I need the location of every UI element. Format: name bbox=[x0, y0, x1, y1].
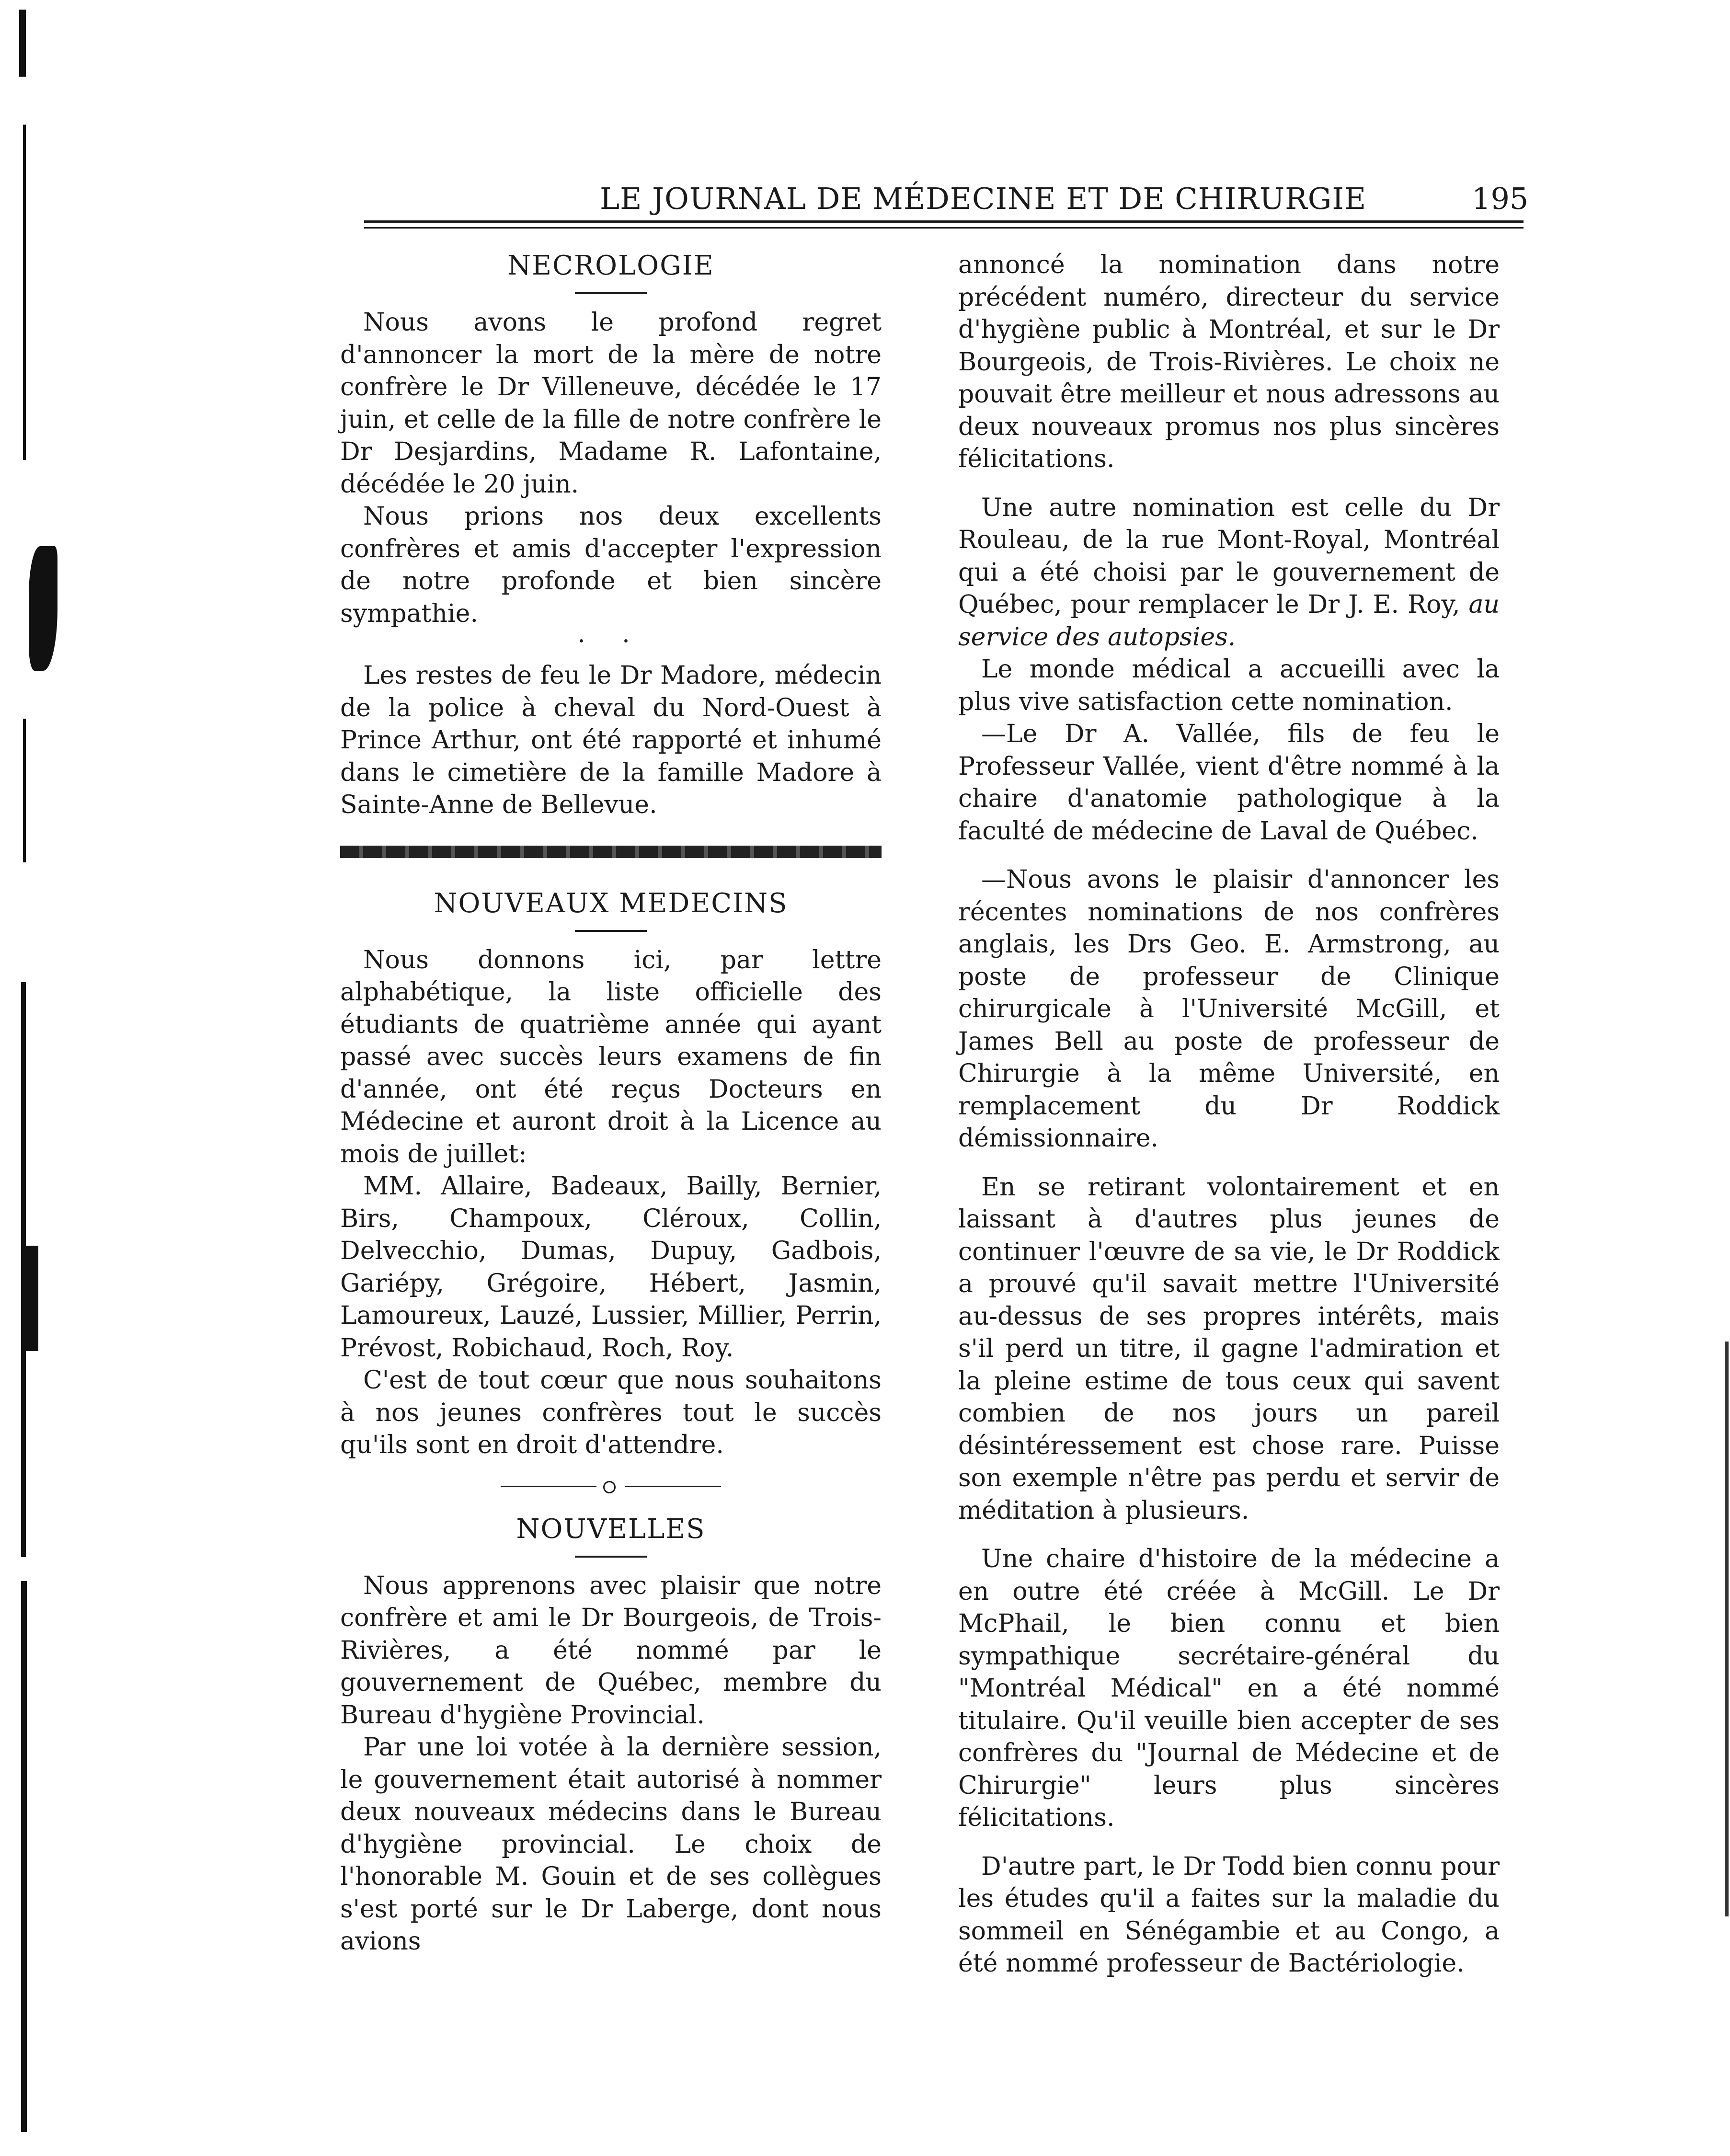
page-number: 195 bbox=[1472, 181, 1529, 216]
paragraph: Les restes de feu le Dr Madore, médecin de la police à cheval du Nord-Ouest à Prince Arthur, ont été rapporté et inhumé dans le cimetière de la famille Madore à Sainte-Anne de Bellevue. bbox=[340, 661, 882, 819]
heading-rule bbox=[575, 292, 647, 294]
paragraph: En se retirant volontairement et en laissant à d'autres plus jeunes de continuer l'œuvre de sa vie, le Dr Roddick a prouvé qu'il savait mettre l'Université au-dessus de ses propres intérêts, mais s'il perd un titre, il gagne l'admiration et la pleine estime de tous ceux qui savent combien de nos jours un pareil désintéressement est chose rare. Puisse son exemple n'être pas perdu et servir de méditation à plusieurs. bbox=[958, 1172, 1500, 1525]
separator-dots: · · bbox=[577, 627, 644, 656]
heading-rule bbox=[575, 930, 647, 932]
italic-text: au service des autopsies. bbox=[958, 590, 1500, 652]
section-divider bbox=[340, 846, 882, 858]
scan-edge-mark bbox=[19, 10, 26, 77]
paragraph: Une chaire d'histoire de la médecine a en outre été créée à McGill. Le Dr McPhail, le bien connu et bien sympathique secrétaire-général du "Montréal Médical" en a été nommé titulaire. Qu'il veuille bien accepter de ses confrères du "Journal de Médecine et de Chirurgie" leurs plus sincères félicitations. bbox=[958, 1545, 1500, 1832]
paragraph: Nous prions nos deux excellents confrères et amis d'accepter l'expression de notre profonde et bien sincère sympathie. bbox=[340, 502, 882, 628]
section-heading-nouvelles: NOUVELLES bbox=[516, 1513, 706, 1545]
scan-edge-mark bbox=[21, 1581, 27, 2132]
paragraph: Le monde médical a accueilli avec la plus vive satisfaction cette nomination. bbox=[958, 655, 1500, 716]
scan-edge-mark bbox=[24, 1246, 38, 1351]
paragraph: Nous donnons ici, par lettre alphabétique, la liste officielle des étudiants de quatrième année qui ayant passé avec succès leurs examens de fin d'année, ont été reçus Docteurs en Médecine et auront droit à la Licence au mois de juillet: bbox=[340, 945, 882, 1169]
header-rule-bottom bbox=[364, 227, 1524, 229]
paragraph: D'autre part, le Dr Todd bien connu pour les études qu'il a faites sur la maladie du sommeil en Sénégambie et au Congo, a été nommé professeur de Bactériologie. bbox=[958, 1852, 1500, 1978]
section-heading-nouveaux-medecins: NOUVEAUX MEDECINS bbox=[434, 887, 788, 919]
paragraph: —Le Dr A. Vallée, fils de feu le Professeur Vallée, vient d'être nommé à la chaire d'anatomie pathologique à la faculté de médecine de Laval de Québec. bbox=[958, 720, 1500, 846]
heading-rule bbox=[575, 1556, 647, 1558]
running-header-title: LE JOURNAL DE MÉDECINE ET DE CHIRURGIE bbox=[600, 181, 1367, 216]
section-heading-necrologie: NECROLOGIE bbox=[507, 250, 714, 281]
paragraph bbox=[958, 492, 1500, 654]
left-column bbox=[340, 249, 882, 1958]
paragraph: C'est de tout cœur que nous souhaitons à nos jeunes confrères tout le succès qu'ils sont en droit d'attendre. bbox=[340, 1366, 882, 1459]
scan-edge-mark bbox=[23, 125, 26, 460]
paragraph: —Nous avons le plaisir d'annoncer les récentes nominations de nos confrères anglais, les Drs Geo. E. Armstrong, au poste de professeur de Clinique chirurgicale à l'Université McGill, et James Bell au poste de professeur de Chirurgie à la même Université, en remplacement du Dr Roddick démissionnaire. bbox=[958, 865, 1500, 1153]
graduate-list: MM. Allaire, Badeaux, Bailly, Bernier, Birs, Champoux, Cléroux, Collin, Delvecchio, Dumas, Dupuy, Gadbois, Gariépy, Grégoire, Hébert, Jasmin, Lamoureux, Lauzé, Lussier, Millier, Perrin, Prévost, Robichaud, Roch, Roy. bbox=[340, 1172, 882, 1363]
paragraph: Nous avons le profond regret d'annoncer la mort de la mère de notre confrère le Dr Villeneuve, décédée le 17 juin, et celle de la fille de notre confrère le Dr Desjardins, Madame R. Lafontaine, décédée le 20 juin. bbox=[340, 308, 882, 499]
scan-edge-mark bbox=[1725, 1342, 1729, 1916]
paragraph: Par une loi votée à la dernière session, le gouvernement était autorisé à nommer deux nouveaux médecins dans le Bureau d'hygiène provincial. Le choix de l'honorable M. Gouin et de ses collègues s'est porté sur le Dr Laberge, dont nous avions bbox=[340, 1733, 882, 1956]
scan-edge-mark bbox=[29, 546, 57, 671]
paragraph: Nous apprenons avec plaisir que notre confrère et ami le Dr Bourgeois, de Trois-Rivières, a été nommé par le gouvernement de Québec, membre du Bureau d'hygiène Provincial. bbox=[340, 1571, 882, 1730]
circle-divider bbox=[501, 1479, 721, 1493]
right-column bbox=[958, 249, 1500, 1980]
paragraph: annoncé la nomination dans notre précédent numéro, directeur du service d'hygiène public à Montréal, et sur le Dr Bourgeois, de Trois-Rivières. Le choix ne pouvait être meilleur et nous adressons au deux nouveaux promus nos plus sincères félicitations. bbox=[958, 251, 1500, 473]
scan-edge-mark bbox=[23, 719, 26, 862]
header-rule-top bbox=[364, 220, 1524, 223]
paragraph-text: Une autre nomination est celle du Dr Rouleau, de la rue Mont-Royal, Montréal qui a été choisi par le gouvernement de Québec, pour remplacer le Dr J. E. Roy, bbox=[958, 493, 1500, 619]
